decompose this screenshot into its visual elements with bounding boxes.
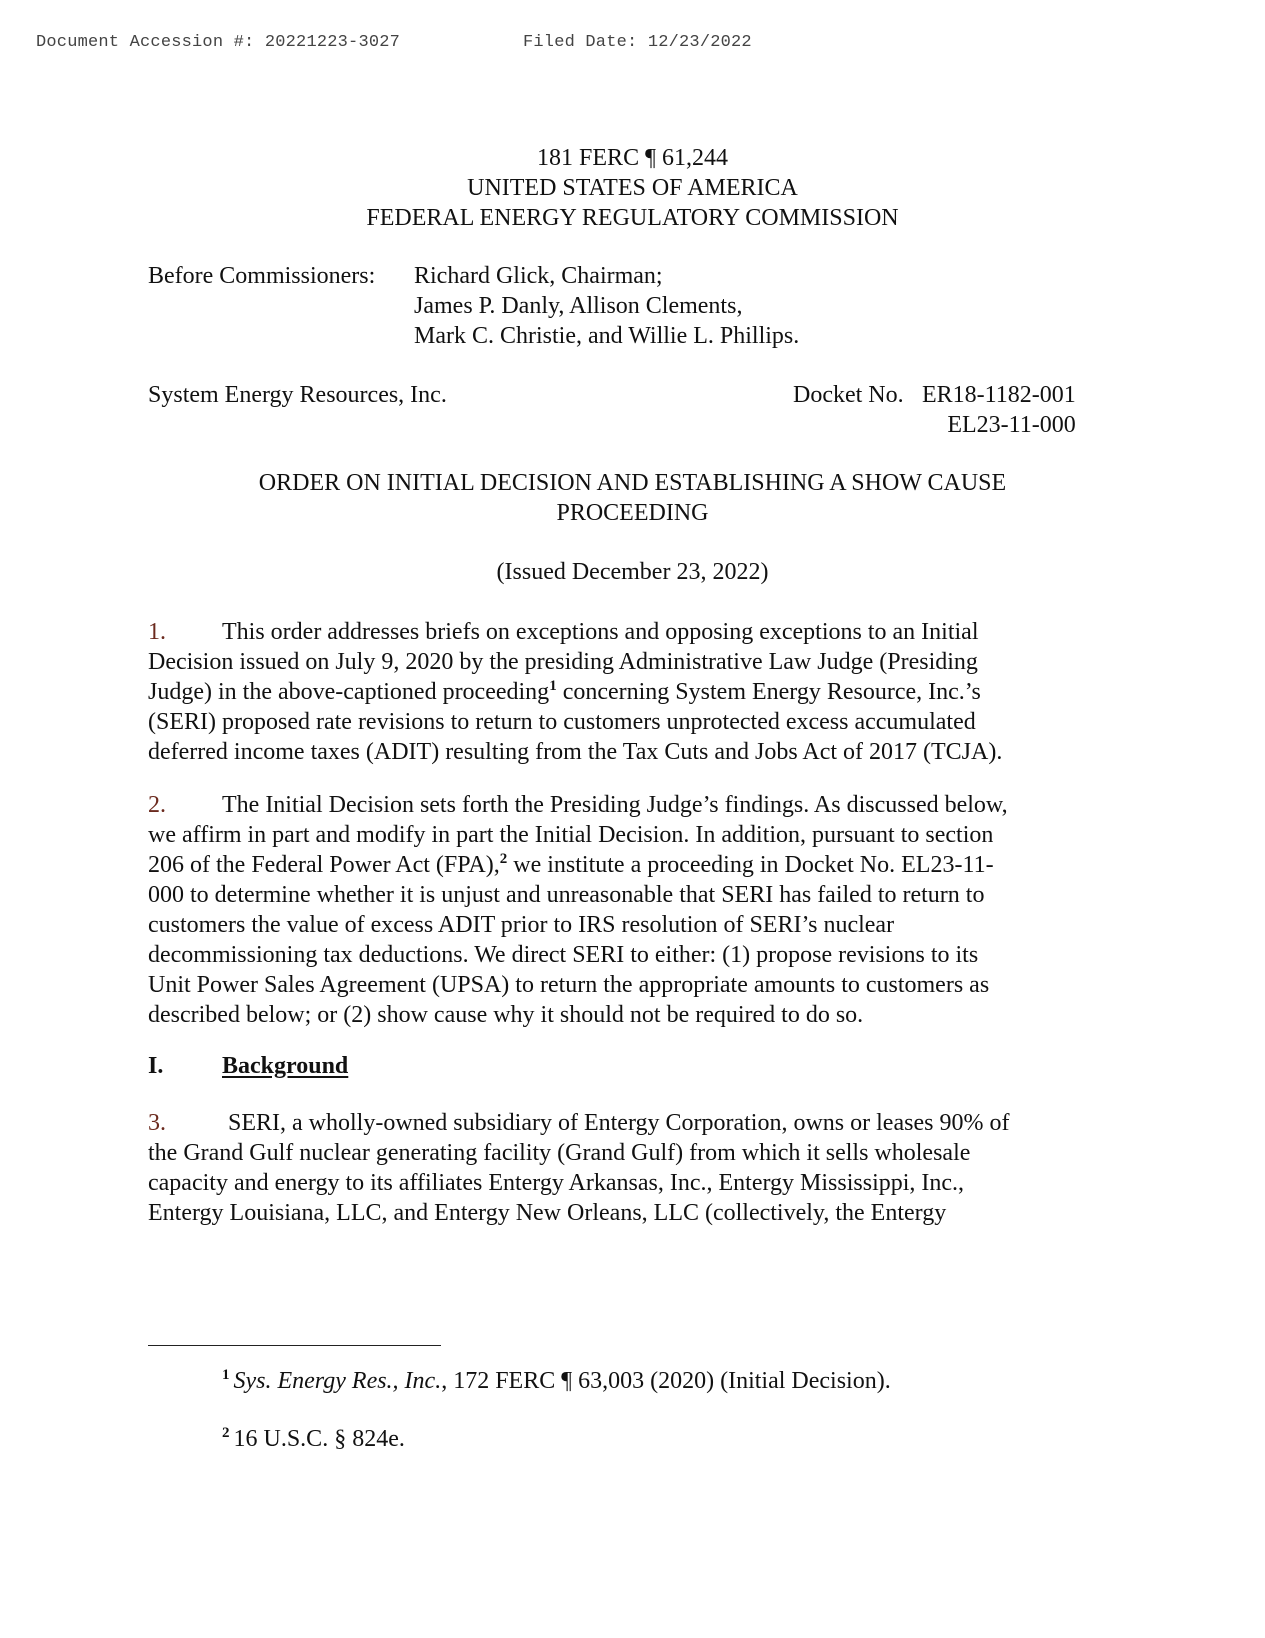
party-name: System Energy Resources, Inc. bbox=[148, 382, 447, 408]
document-caption bbox=[0, 143, 1265, 233]
paragraph-text: Judge) in the above-captioned proceeding bbox=[148, 679, 550, 705]
section-numeral: I. bbox=[148, 1053, 164, 1079]
accession-number: Document Accession #: 20221223-3027 bbox=[36, 33, 401, 52]
section-title: Background bbox=[222, 1053, 349, 1079]
case-name: Sys. Energy Res., Inc. bbox=[233, 1368, 442, 1394]
paragraph-2 bbox=[148, 790, 1108, 1030]
docket-numbers bbox=[922, 380, 1076, 440]
paragraph-text: This order addresses briefs on exceptions and opposing exceptions to an Initial bbox=[222, 619, 979, 645]
footnote-number: 2 bbox=[222, 1425, 230, 1441]
commissioner-line: Richard Glick, Chairman; bbox=[414, 263, 663, 289]
footnote-2 bbox=[222, 1424, 405, 1454]
docket-label: Docket No. bbox=[793, 382, 904, 408]
paragraph-number: 3. bbox=[148, 1110, 166, 1136]
footnote-number: 1 bbox=[222, 1367, 230, 1383]
paragraph-text: described below; or (2) show cause why it should not be required to do so. bbox=[148, 1002, 864, 1028]
agency-heading: FEDERAL ENERGY REGULATORY COMMISSION bbox=[366, 205, 899, 231]
docket-number: ER18-1182-001 bbox=[922, 382, 1076, 408]
footnote-1 bbox=[222, 1366, 891, 1396]
order-title-line: ORDER ON INITIAL DECISION AND ESTABLISHING A SHOW CAUSE bbox=[258, 470, 1007, 496]
footnote-ref[interactable]: 2 bbox=[499, 851, 508, 867]
ferc-citation: 181 FERC ¶ 61,244 bbox=[537, 145, 728, 171]
paragraph-text: 206 of the Federal Power Act (FPA), bbox=[148, 852, 500, 878]
paragraph-text: The Initial Decision sets forth the Presiding Judge’s findings. As discussed below, bbox=[222, 792, 1008, 818]
accession-stamp bbox=[36, 33, 752, 52]
docket-number: EL23-11-000 bbox=[947, 412, 1076, 438]
paragraph-text: (SERI) proposed rate revisions to return to customers unprotected excess accumulated bbox=[148, 709, 976, 735]
order-title-line: PROCEEDING bbox=[556, 500, 709, 526]
order-title bbox=[0, 468, 1265, 528]
paragraph-text: concerning System Energy Resource, Inc.’s bbox=[556, 679, 981, 705]
paragraph-text: decommissioning tax deductions. We direct SERI to either: (1) propose revisions to its bbox=[148, 942, 979, 968]
paragraph-text: capacity and energy to its affiliates Entergy Arkansas, Inc., Entergy Mississippi, Inc., bbox=[148, 1170, 965, 1196]
paragraph-text: SERI, a wholly-owned subsidiary of Entergy Corporation, owns or leases 90% of bbox=[222, 1110, 1010, 1136]
section-heading bbox=[148, 1051, 348, 1081]
filed-date: Filed Date: 12/23/2022 bbox=[523, 33, 752, 52]
paragraph-text: Entergy Louisiana, LLC, and Entergy New Orleans, LLC (collectively, the Entergy bbox=[148, 1200, 947, 1226]
country-heading: UNITED STATES OF AMERICA bbox=[467, 175, 798, 201]
paragraph-1 bbox=[148, 617, 1108, 767]
paragraph-text: we institute a proceeding in Docket No. EL23-11- bbox=[507, 852, 994, 878]
paragraph-text: the Grand Gulf nuclear generating facility (Grand Gulf) from which it sells wholesale bbox=[148, 1140, 971, 1166]
footnote-ref[interactable]: 1 bbox=[549, 678, 557, 694]
paragraph-text: 000 to determine whether it is unjust and unreasonable that SERI has failed to return to bbox=[148, 882, 985, 908]
footnote-text: , 172 FERC ¶ 63,003 (2020) (Initial Decision). bbox=[441, 1368, 891, 1394]
paragraph-text: we affirm in part and modify in part the Initial Decision. In addition, pursuant to section bbox=[148, 822, 994, 848]
paragraph-text: deferred income taxes (ADIT) resulting from the Tax Cuts and Jobs Act of 2017 (TCJA). bbox=[148, 739, 1003, 765]
commissioner-line: Mark C. Christie, and Willie L. Phillips. bbox=[414, 323, 800, 349]
paragraph-number: 2. bbox=[148, 792, 166, 818]
paragraph-text: Unit Power Sales Agreement (UPSA) to return the appropriate amounts to customers as bbox=[148, 972, 990, 998]
commissioner-line: James P. Danly, Allison Clements, bbox=[414, 293, 743, 319]
commissioners-label: Before Commissioners: bbox=[148, 263, 376, 289]
paragraph-3 bbox=[148, 1108, 1108, 1228]
commissioners-names bbox=[414, 261, 799, 351]
footnote-text: 16 U.S.C. § 824e. bbox=[233, 1426, 405, 1452]
commissioners-block bbox=[148, 261, 800, 349]
paragraph-text: Decision issued on July 9, 2020 by the presiding Administrative Law Judge (Presiding bbox=[148, 649, 978, 675]
docket-block bbox=[793, 380, 1076, 438]
issued-date: (Issued December 23, 2022) bbox=[496, 559, 769, 585]
footnote-divider bbox=[148, 1345, 441, 1346]
paragraph-number: 1. bbox=[148, 619, 166, 645]
paragraph-text: customers the value of excess ADIT prior to IRS resolution of SERI’s nuclear bbox=[148, 912, 895, 938]
